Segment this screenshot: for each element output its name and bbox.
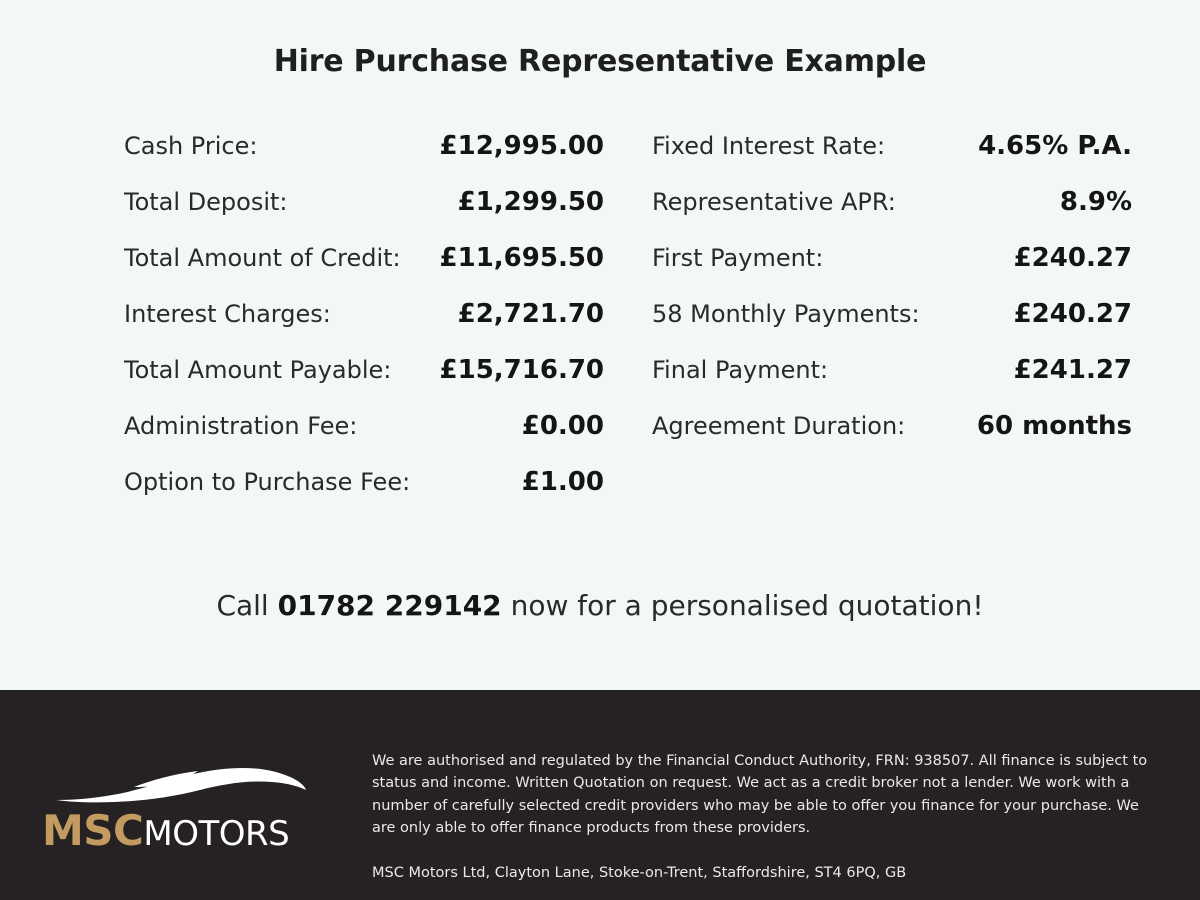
finance-row: [124, 467, 604, 523]
finance-row: [124, 355, 604, 411]
finance-row-label: Cash Price:: [124, 132, 258, 160]
footer: [0, 690, 1200, 900]
finance-row-label: Agreement Duration:: [652, 412, 906, 440]
finance-row: [124, 131, 604, 187]
finance-row-value: £0.00: [521, 411, 604, 441]
finance-row: [124, 299, 604, 355]
finance-row-value: 4.65% P.A.: [978, 131, 1132, 161]
finance-row-value: £240.27: [1013, 243, 1132, 273]
finance-row-label: Representative APR:: [652, 188, 896, 216]
finance-row-label: Fixed Interest Rate:: [652, 132, 886, 160]
finance-row-value: £2,721.70: [457, 299, 604, 329]
finance-row: [652, 411, 1132, 467]
brand-logo: [40, 732, 372, 855]
brand-wordmark: [42, 806, 372, 855]
phone-number[interactable]: 01782 229142: [277, 589, 502, 622]
finance-row-value: £240.27: [1013, 299, 1132, 329]
finance-row-value: £11,695.50: [439, 243, 604, 273]
finance-row-label: 58 Monthly Payments:: [652, 300, 920, 328]
finance-row-label: Total Amount Payable:: [124, 356, 392, 384]
finance-row: [124, 243, 604, 299]
finance-row-label: Administration Fee:: [124, 412, 358, 440]
finance-row-value: £15,716.70: [439, 355, 604, 385]
finance-row: [652, 243, 1132, 299]
finance-row: [124, 187, 604, 243]
call-to-action: [0, 589, 1200, 622]
company-address: MSC Motors Ltd, Clayton Lane, Stoke-on-Trent, Staffordshire, ST4 6PQ, GB: [372, 864, 907, 881]
finance-row: [652, 299, 1132, 355]
brand-name-primary: MSC: [42, 806, 144, 855]
finance-row: [652, 355, 1132, 411]
finance-figures-grid: [0, 131, 1200, 523]
page-title: Hire Purchase Representative Example: [273, 44, 927, 79]
car-silhouette-icon: [48, 760, 318, 808]
legal-text-block: [372, 732, 1160, 884]
finance-row: [124, 411, 604, 467]
finance-row-label: Interest Charges:: [124, 300, 331, 328]
disclaimer-text: We are authorised and regulated by the Financial Conduct Authority, FRN: 938507. All finance is subject to status and income. Written Quotation on request. We act as a credit broker not a lender. We work with a number of carefully selected credit providers who may be able to offer you finance for your purchase. We are only able to offer finance products from these providers.: [372, 753, 1148, 837]
brand-name-secondary: MOTORS: [143, 814, 290, 854]
callout-suffix: now for a personalised quotation!: [501, 589, 984, 622]
finance-row-label: Total Deposit:: [124, 188, 288, 216]
finance-row: [652, 131, 1132, 187]
finance-row-label: Final Payment:: [652, 356, 829, 384]
finance-column-right: [642, 131, 1142, 523]
finance-column-left: [114, 131, 614, 523]
finance-row-value: £12,995.00: [439, 131, 604, 161]
finance-row-label: Total Amount of Credit:: [124, 244, 401, 272]
finance-row-value: 60 months: [976, 411, 1132, 441]
finance-row-label: First Payment:: [652, 244, 824, 272]
finance-row-label: Option to Purchase Fee:: [124, 468, 411, 496]
finance-row-value: £241.27: [1013, 355, 1132, 385]
callout-prefix: Call: [216, 589, 278, 622]
finance-row: [652, 187, 1132, 243]
finance-row-value: £1.00: [521, 467, 604, 497]
finance-row-value: £1,299.50: [457, 187, 604, 217]
finance-row-value: 8.9%: [1059, 187, 1132, 217]
